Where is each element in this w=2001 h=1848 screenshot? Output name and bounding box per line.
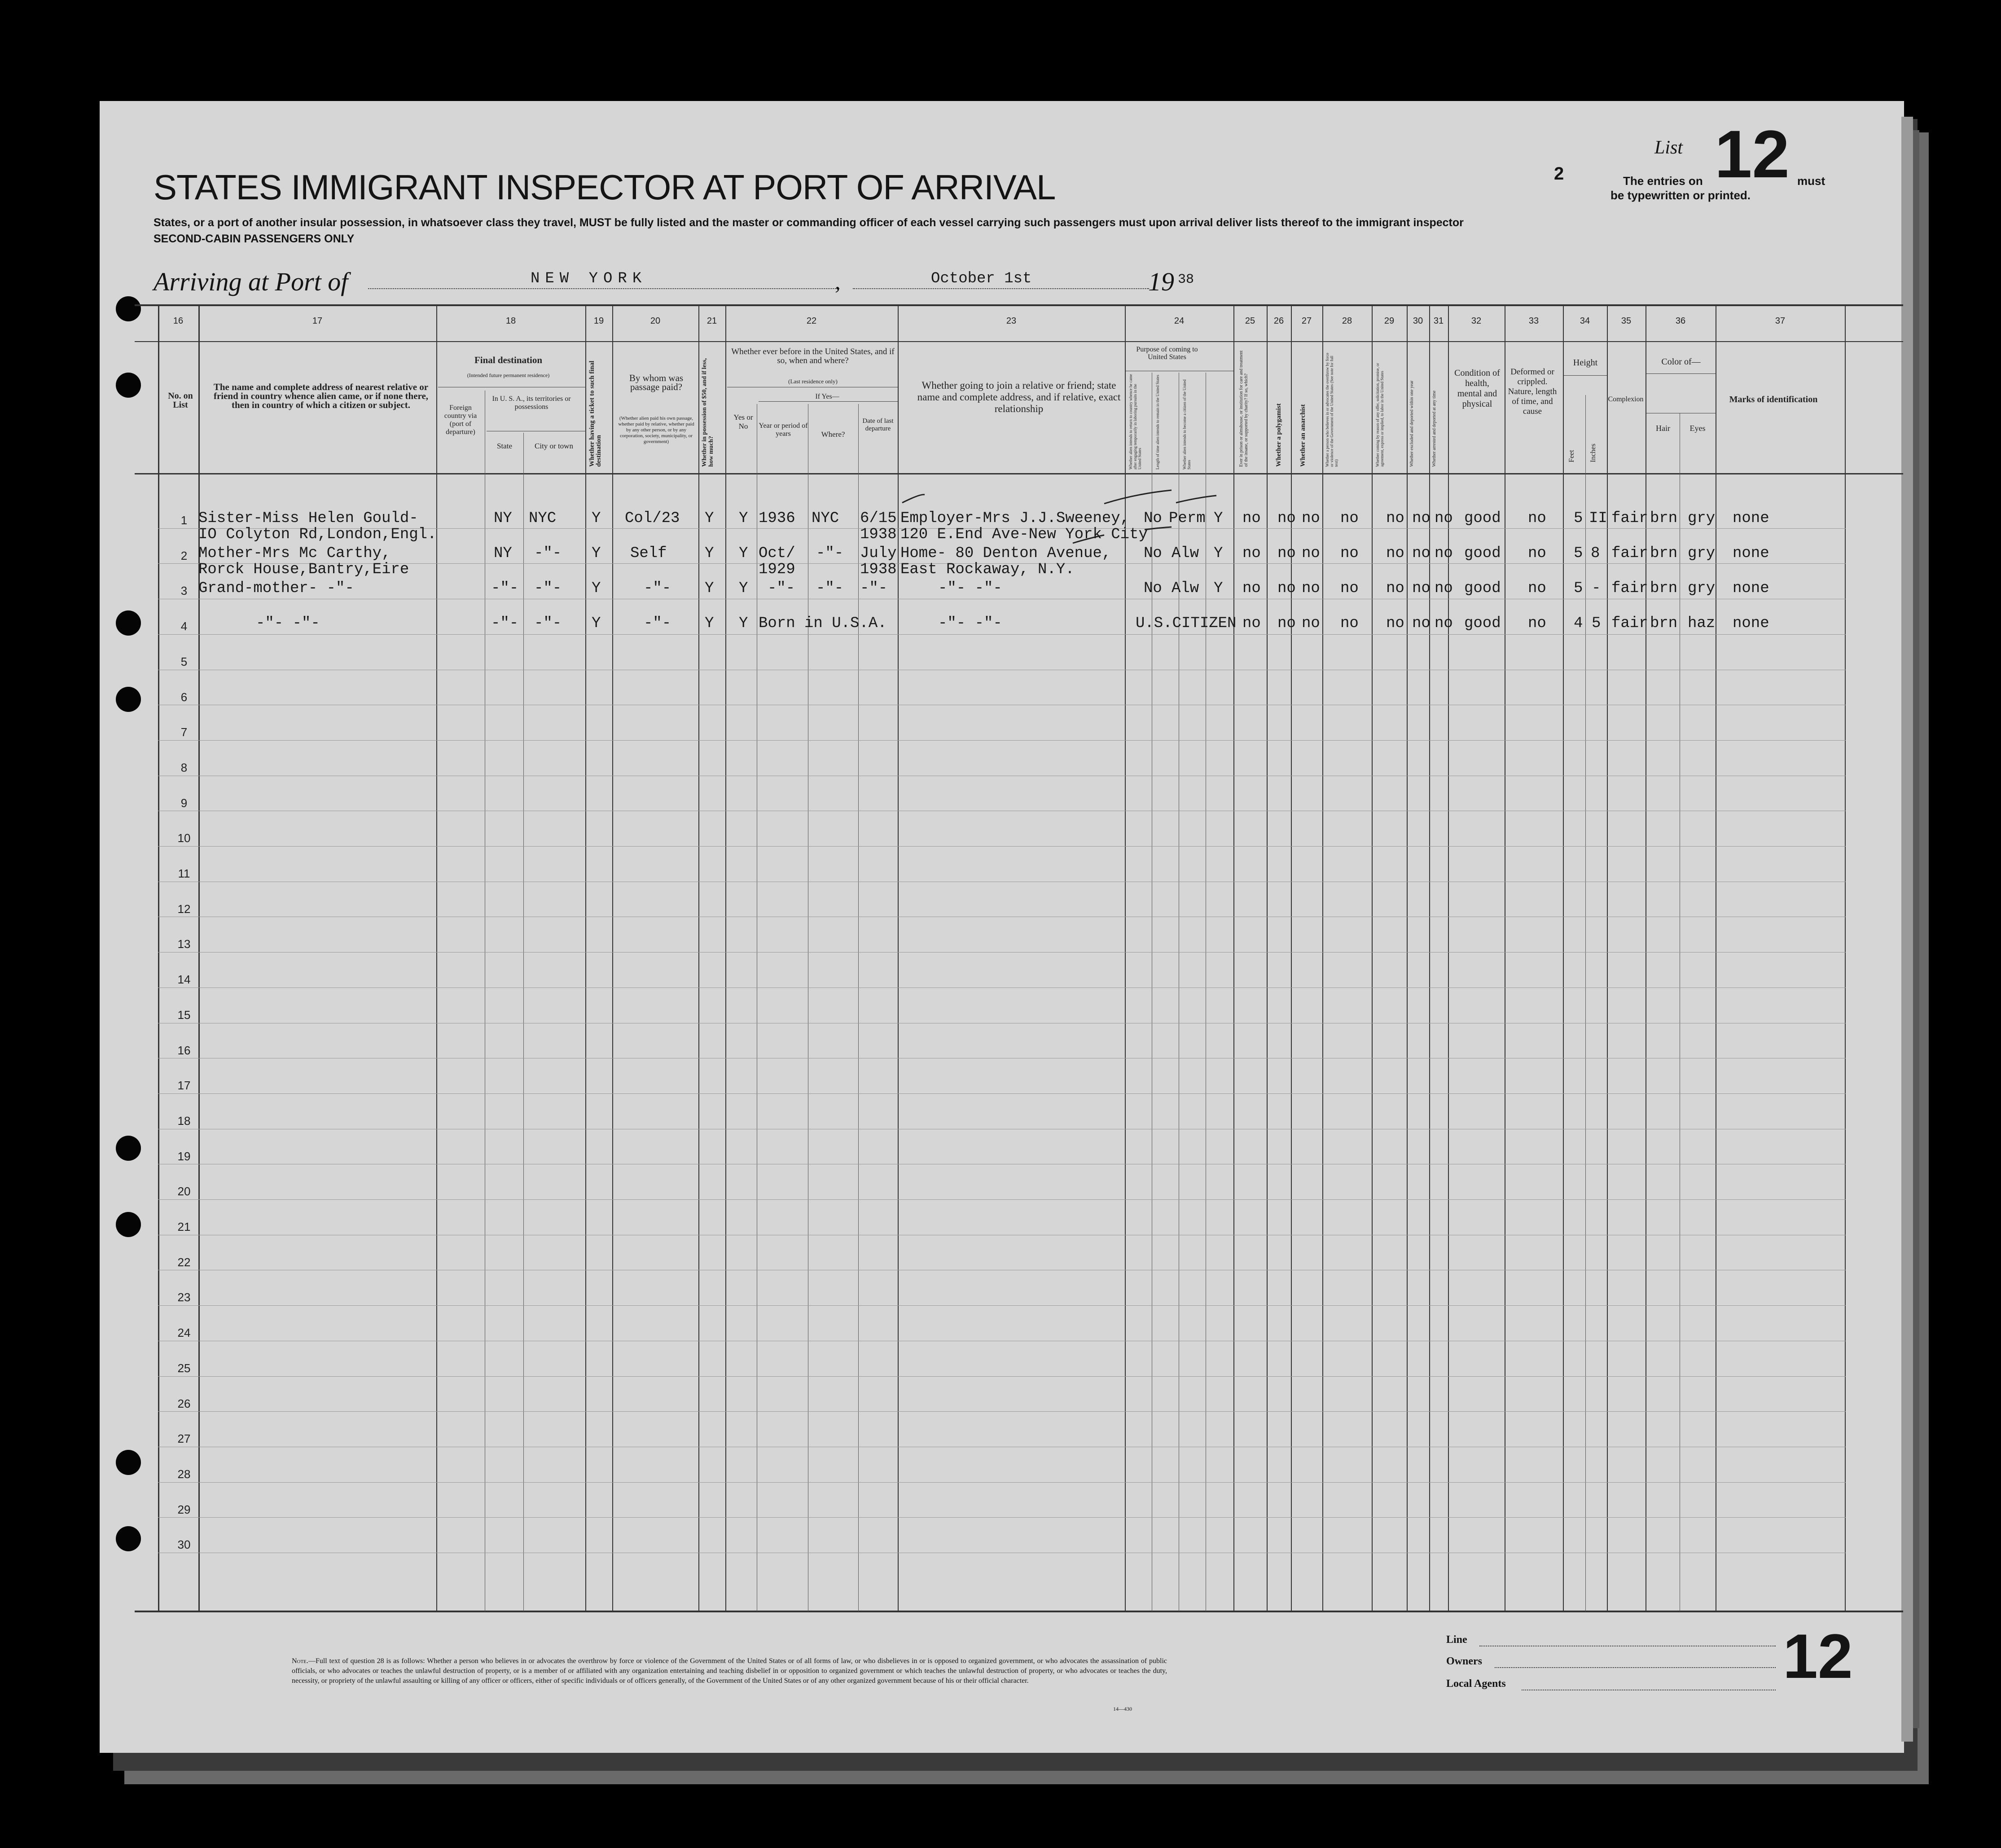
- entry-1-where: NYC: [812, 510, 839, 527]
- entry-2-c26: no: [1277, 545, 1296, 562]
- entry-4-c29: no: [1386, 615, 1404, 632]
- row-number: 15: [177, 1008, 191, 1022]
- port-value: NEW YORK: [531, 270, 647, 287]
- row-number: 22: [177, 1255, 191, 1269]
- entry-4-born: Born in U.S.A.: [759, 615, 887, 632]
- column-rule: [1267, 305, 1268, 1611]
- sub-column-rule: [1585, 395, 1586, 1611]
- row-number: 1: [180, 514, 188, 527]
- entry-1-c28: no: [1340, 510, 1359, 527]
- form-class: SECOND-CABIN PASSENGERS ONLY: [154, 233, 355, 245]
- footer-note: [292, 1656, 1167, 1686]
- row-number: 5: [180, 654, 188, 668]
- header-if-yes: If Yes—: [815, 393, 839, 400]
- header-purpose-b: Length of time alien intends to remain in the United States: [1155, 375, 1160, 470]
- entry-2-deformed: no: [1528, 545, 1546, 562]
- column-number: 23: [1006, 316, 1017, 326]
- entry-3-join-line1: -"- -"-: [938, 580, 1002, 597]
- year-suffix: 38: [1178, 272, 1194, 287]
- header-sub-rule: [759, 401, 898, 402]
- sub-column-rule: [523, 433, 524, 1611]
- entry-2-c29: no: [1386, 545, 1404, 562]
- header-year: Year or period of years: [759, 422, 808, 438]
- list-number: 12: [1715, 116, 1790, 192]
- header-sub-rule: [1646, 373, 1716, 374]
- column-number: 24: [1174, 316, 1185, 326]
- sub-column-rule: [858, 404, 859, 1611]
- entry-4-c27: no: [1302, 615, 1320, 632]
- row-number: 30: [177, 1538, 191, 1552]
- row-rule: [158, 952, 1846, 953]
- column-number: 33: [1528, 316, 1539, 326]
- column-number: 32: [1471, 316, 1482, 326]
- row-number: 24: [177, 1326, 191, 1340]
- entry-3-inches: -: [1592, 580, 1601, 597]
- column-number: 18: [505, 316, 516, 326]
- punch-hole: [116, 1212, 141, 1237]
- entry-2-relative-line1: Mother-Mrs Mc Carthy,: [198, 545, 391, 562]
- row-number: 10: [177, 831, 191, 845]
- entry-1-c25: no: [1242, 510, 1261, 527]
- entry-3-complexion: fair: [1611, 580, 1648, 597]
- header-feet: Feet: [1568, 450, 1575, 462]
- manifest-page: [100, 101, 1904, 1753]
- punch-hole: [116, 296, 141, 321]
- header-purpose-a: Whether alien intends to return to country whence he came after engaging temporarily in laboring pursuits in the United States: [1128, 374, 1142, 470]
- row-rule: [158, 740, 1846, 741]
- entry-2-purpose-a: No: [1144, 545, 1162, 562]
- row-rule: [158, 634, 1846, 635]
- pencil-marks: [893, 485, 1252, 557]
- header-passage-paid: By whom was passage paid?: [629, 373, 684, 392]
- entry-2-c28: no: [1340, 545, 1359, 562]
- entry-2-money: Y: [705, 545, 714, 562]
- column-number: 34: [1580, 316, 1590, 326]
- entry-4-state: -"-: [491, 615, 519, 632]
- entry-1-purpose-c: Y: [1214, 510, 1223, 527]
- entry-1-money: Y: [705, 510, 714, 527]
- column-number: 27: [1301, 316, 1312, 326]
- entry-2-purpose-b: Alw: [1172, 545, 1199, 562]
- entry-2-paid-by: Self: [630, 545, 667, 562]
- footer-note-text: —Full text of question 28 is as follows: Whether a person who believes in or advocates the overthrow by force or violence of the Government of the United States or of all forms of law, or who disbelieves in or is opposed to organized government, or who advocates the assassination of public officials, or who advocates or teaches the unlawful destruction of property, or is a member of or affiliated with any organization entertaining and teaching disbelief in or opposition to organized government or which teaches the unlawful destruction of property, or who advocates or teaches the duty, necessity, or propriety of the unlawful assaulting or killing of any officer or officers, either of specific individuals or of officers generally, of the Government of the United States or of any other organized government because of his or their official character.: [292, 1657, 1167, 1685]
- column-rule: [1322, 305, 1323, 1611]
- entry-4-c25: no: [1242, 615, 1261, 632]
- column-rule: [1372, 305, 1373, 1611]
- column-number: 20: [650, 316, 661, 326]
- form-title: STATES IMMIGRANT INSPECTOR AT PORT OF ARRIVAL: [154, 167, 1056, 207]
- column-number: 22: [806, 316, 817, 326]
- column-number: 37: [1775, 316, 1786, 326]
- entry-1-join-line2: 120 E.End Ave-New York City: [900, 526, 1148, 543]
- table-top-border: [135, 304, 1903, 306]
- entry-1-purpose-a: No: [1144, 510, 1162, 527]
- header-final-destination: Final destination: [474, 355, 543, 365]
- column-rule: [1407, 305, 1408, 1611]
- entry-2-hair: brn: [1650, 545, 1678, 562]
- column-rule: [1429, 305, 1430, 1611]
- column-rule: [198, 305, 200, 1611]
- entry-2-departure: July: [860, 545, 897, 562]
- column-number: 29: [1384, 316, 1395, 326]
- entry-2-feet: 5: [1574, 545, 1583, 562]
- row-number: 29: [177, 1502, 191, 1516]
- port-underline: [368, 288, 839, 289]
- column-rule: [585, 305, 586, 1611]
- row-number: 19: [177, 1149, 191, 1163]
- entry-3-before: Y: [739, 580, 748, 597]
- entry-1-c27: no: [1302, 510, 1320, 527]
- entry-2-relative-line2: Rorck House,Bantry,Eire: [198, 561, 409, 578]
- row-rule: [158, 1376, 1846, 1377]
- header-city: City or town: [535, 442, 573, 450]
- row-rule: [158, 1093, 1846, 1094]
- footer-note-label: Note.: [292, 1657, 308, 1665]
- header-prison: Ever in prison or almshouse, or institution for care and treatment of the insane, or supported by charity? If so, which?: [1239, 350, 1249, 467]
- column-number: 16: [173, 316, 184, 326]
- entry-4-deformed: no: [1528, 615, 1546, 632]
- entry-2-year-2: 1929: [759, 561, 795, 578]
- entry-2-where: -"-: [816, 545, 844, 562]
- entry-1-inches: II: [1589, 510, 1607, 527]
- entry-3-where: -"-: [816, 580, 844, 597]
- entry-1-complexion: fair: [1611, 510, 1648, 527]
- list-label: List: [1654, 137, 1683, 158]
- row-rule: [158, 1482, 1846, 1483]
- entry-2-c30: no: [1412, 545, 1431, 562]
- row-number: 2: [180, 549, 188, 562]
- header-money: Whether in possession of $50, and if less, how much?: [701, 358, 715, 467]
- entry-2-inches: 8: [1591, 545, 1600, 562]
- entry-1-deformed: no: [1528, 510, 1546, 527]
- entry-3-money: Y: [705, 580, 714, 597]
- entry-1-paid-by: Col/23: [625, 510, 680, 527]
- entry-1-join-line1: Employer-Mrs J.J.Sweeney,: [900, 510, 1130, 527]
- punch-hole: [116, 610, 141, 636]
- entry-4-c26: no: [1277, 615, 1296, 632]
- entry-3-city: -"-: [534, 580, 562, 597]
- header-sub-rule: [1564, 375, 1607, 376]
- entry-3-state: -"-: [491, 580, 519, 597]
- entry-3-c25: no: [1242, 580, 1261, 597]
- entry-2-purpose-c: Y: [1214, 545, 1223, 562]
- entry-1-relative-line2: IO Colyton Rd,London,Engl.: [198, 526, 437, 543]
- row-number: 8: [180, 760, 188, 774]
- header-where: Where?: [821, 430, 845, 439]
- column-number: 21: [706, 316, 717, 326]
- entry-1-departure: 6/15: [860, 510, 897, 527]
- row-rule: [158, 1305, 1846, 1306]
- arriving-label: Arriving at Port of: [154, 267, 348, 296]
- entry-4-c28: no: [1340, 615, 1359, 632]
- column-rule: [158, 305, 159, 1611]
- row-number: 9: [180, 796, 188, 810]
- punch-hole: [116, 373, 141, 398]
- entry-2-join-line1: Home- 80 Denton Avenue,: [900, 545, 1111, 562]
- entry-4-inches: 5: [1592, 615, 1601, 632]
- header-no-on-list: No. on List: [168, 391, 193, 410]
- entry-3-eyes: gry: [1688, 580, 1716, 597]
- header-hair: Hair: [1656, 424, 1670, 433]
- entry-1-c26: no: [1277, 510, 1296, 527]
- entry-1-departure-year: 1938: [860, 526, 897, 543]
- entry-3-year: -"-: [768, 580, 795, 597]
- entry-3-relative-line1: Grand-mother- -"-: [198, 580, 354, 597]
- date-value: October 1st: [931, 270, 1032, 287]
- entry-3-c27: no: [1302, 580, 1320, 597]
- entry-1-c30: no: [1412, 510, 1431, 527]
- header-ticket: Whether having a ticket to such final destination: [588, 360, 602, 467]
- entry-4-eyes: haz: [1688, 615, 1716, 632]
- entry-4-c31: no: [1435, 615, 1453, 632]
- entry-2-marks: none: [1733, 545, 1769, 562]
- header-final-destination-sub: (Intended future permanent residence): [467, 372, 550, 378]
- row-rule: [158, 1517, 1846, 1518]
- entry-4-ticket: Y: [592, 615, 601, 632]
- entry-3-c28: no: [1340, 580, 1359, 597]
- punch-hole: [116, 687, 141, 712]
- header-inches: Inches: [1589, 443, 1597, 462]
- header-yes-no: Yes or No: [733, 413, 753, 430]
- entry-4-city: -"-: [534, 615, 562, 632]
- local-agents-label: Local Agents: [1446, 1678, 1506, 1690]
- entry-3-marks: none: [1733, 580, 1769, 597]
- row-number: 3: [180, 584, 188, 598]
- row-number: 18: [177, 1114, 191, 1128]
- page-edge-shadow: [1913, 130, 1919, 1728]
- entry-3-c30: no: [1412, 580, 1431, 597]
- entry-1-ticket: Y: [592, 510, 601, 527]
- entry-4-hair: brn: [1650, 615, 1678, 632]
- entries-note-c: be typewritten or printed.: [1610, 189, 1751, 202]
- entry-2-before: Y: [739, 545, 748, 562]
- punch-hole: [116, 1136, 141, 1161]
- column-number: 31: [1433, 316, 1444, 326]
- column-rule: [1448, 305, 1449, 1611]
- column-rule: [436, 305, 437, 1611]
- entry-1-health: good: [1464, 510, 1501, 527]
- header-purpose: Purpose of coming to United States: [1136, 346, 1198, 361]
- entry-4-marks: none: [1733, 615, 1769, 632]
- entry-2-state: NY: [494, 545, 512, 562]
- row-number: 20: [177, 1185, 191, 1198]
- entry-1-purpose-b: Perm: [1169, 510, 1206, 527]
- header-state: State: [497, 442, 512, 450]
- entry-2-eyes: gry: [1688, 545, 1716, 562]
- entry-1-city: NYC: [529, 510, 557, 527]
- table-number-row-border: [135, 341, 1903, 342]
- punch-hole: [116, 1450, 141, 1475]
- column-number: 36: [1675, 316, 1686, 326]
- entry-2-year: Oct/: [759, 545, 795, 562]
- header-health: Condition of health, mental and physical: [1454, 368, 1500, 409]
- entry-2-join-line2: East Rockaway, N.Y.: [900, 561, 1075, 578]
- entry-1-state: NY: [494, 510, 512, 527]
- row-number: 23: [177, 1291, 191, 1304]
- entry-4-purpose: U.S.CITIZEN: [1136, 615, 1237, 632]
- header-foreign-country: Foreign country via (port of departure): [444, 404, 477, 436]
- header-complexion: Complexion: [1608, 395, 1644, 403]
- column-number: 30: [1413, 316, 1423, 326]
- column-rule: [698, 305, 699, 1611]
- column-number: 26: [1273, 316, 1284, 326]
- header-in-usa: In U. S. A., its territories or possessions: [492, 395, 571, 411]
- header-relative: The name and complete address of nearest relative or friend in country whence alien came, or if none there, then in country of which a citizen or subject.: [213, 382, 429, 410]
- year-prefix: 19: [1148, 267, 1174, 296]
- column-rule: [1563, 305, 1564, 1611]
- form-instructions: States, or a port of another insular possession, in whatsoever class they travel, MUST be fully listed and the master or commanding officer of each vessel carrying such passengers must upon arrival deliver lists thereof to the immigrant inspector: [154, 216, 1464, 229]
- row-number: 25: [177, 1361, 191, 1375]
- row-rule: [158, 1199, 1846, 1200]
- row-number: 6: [180, 690, 188, 704]
- entry-2-c25: no: [1242, 545, 1261, 562]
- header-overthrow: Whether a person who believes in or advocates the overthrow by force or violence of the Government of the United States (See note for full text): [1325, 352, 1338, 467]
- column-rule: [1607, 305, 1608, 1611]
- punch-hole: [116, 1526, 141, 1551]
- header-color-of: Color of—: [1661, 357, 1701, 367]
- entry-3-purpose-a: No: [1144, 580, 1162, 597]
- entry-1-c29: no: [1386, 510, 1404, 527]
- column-rule: [612, 305, 613, 1611]
- column-rule: [1845, 305, 1846, 1611]
- entry-1-relative-line1: Sister-Miss Helen Gould-: [198, 510, 418, 527]
- row-number: 4: [180, 619, 188, 633]
- entry-3-c31: no: [1435, 580, 1453, 597]
- header-join-relative: Whether going to join a relative or friend; state name and complete address, and if relative, exact relationship: [917, 380, 1121, 414]
- owners-label: Owners: [1446, 1655, 1482, 1667]
- entry-1-eyes: gry: [1688, 510, 1716, 527]
- row-number: 7: [180, 725, 188, 739]
- page-edge: [1901, 117, 1913, 1742]
- entry-2-ticket: Y: [592, 545, 601, 562]
- entry-2-complexion: fair: [1611, 545, 1648, 562]
- column-number: 25: [1245, 316, 1255, 326]
- entry-4-paid-by: -"-: [644, 615, 671, 632]
- entry-3-c26: no: [1277, 580, 1296, 597]
- entry-1-c31: no: [1435, 510, 1453, 527]
- entry-4-join-line1: -"- -"-: [938, 615, 1002, 632]
- entry-2-departure-year: 1938: [860, 561, 897, 578]
- column-number: 19: [593, 316, 604, 326]
- header-deformed: Deformed or crippled. Nature, length of time, and cause: [1508, 367, 1557, 416]
- header-anarchist: Whether an anarchist: [1299, 404, 1307, 467]
- entry-3-ticket: Y: [592, 580, 601, 597]
- header-deported: Whether arrested and deported at any time: [1432, 391, 1437, 467]
- entry-4-relative-line1: -"- -"-: [256, 615, 320, 632]
- entry-3-purpose-b: Alw: [1172, 580, 1199, 597]
- row-rule: [158, 1411, 1846, 1412]
- entries-note-b: must: [1797, 174, 1825, 188]
- column-number: 35: [1621, 316, 1632, 326]
- column-number: 28: [1342, 316, 1352, 326]
- row-number: 17: [177, 1079, 191, 1093]
- entry-2-city: -"-: [534, 545, 562, 562]
- comma: ,: [835, 269, 841, 294]
- entry-3-departure: -"-: [860, 580, 888, 597]
- row-number: 21: [177, 1220, 191, 1233]
- column-number: 17: [312, 316, 323, 326]
- row-number: 11: [178, 867, 190, 880]
- entry-1-before: Y: [739, 510, 748, 527]
- row-number: 16: [177, 1043, 191, 1057]
- entry-3-paid-by: -"-: [644, 580, 671, 597]
- header-marks: Marks of identification: [1729, 395, 1818, 404]
- header-passage-paid-sub: (Whether alien paid his own passage, whether paid by relative, whether paid by any other person, or by any corporation, society, municipality, or government): [618, 416, 694, 444]
- entry-2-c31: no: [1435, 545, 1453, 562]
- row-rule: [158, 846, 1846, 847]
- entry-3-deformed: no: [1528, 580, 1546, 597]
- column-rule: [1291, 305, 1292, 1611]
- footer-list-number: 12: [1783, 1621, 1853, 1691]
- entry-3-feet: 5: [1574, 580, 1583, 597]
- entry-3-c29: no: [1386, 580, 1404, 597]
- line-label: Line: [1446, 1634, 1467, 1646]
- header-eyes: Eyes: [1689, 424, 1706, 433]
- row-number: 28: [177, 1467, 191, 1481]
- entry-1-hair: brn: [1650, 510, 1678, 527]
- row-number: 13: [177, 937, 191, 951]
- table-bottom-border: [135, 1611, 1903, 1612]
- column-rule: [725, 305, 726, 1611]
- entry-4-before: Y: [739, 615, 748, 632]
- entry-4-feet: 4: [1574, 615, 1583, 632]
- row-number: 12: [177, 902, 191, 916]
- header-before-in-us: Whether ever before in the United States, and if so, when and where?: [731, 347, 895, 365]
- header-excluded: Whether excluded and deported within one year: [1409, 380, 1414, 467]
- table-header-border: [135, 473, 1903, 474]
- header-purpose-c: Whether alien intends to become a citizen of the United States: [1182, 379, 1191, 470]
- row-number: 26: [177, 1396, 191, 1410]
- form-number: 14—430: [1113, 1706, 1132, 1712]
- header-departure: Date of last departure: [862, 417, 894, 432]
- header-before-sub: (Last residence only): [788, 378, 838, 385]
- row-number: 14: [177, 973, 191, 987]
- entry-4-complexion: fair: [1611, 615, 1648, 632]
- entry-1-feet: 5: [1574, 510, 1583, 527]
- entry-1-year: 1936: [759, 510, 795, 527]
- entry-2-health: good: [1464, 545, 1501, 562]
- entry-3-hair: brn: [1650, 580, 1678, 597]
- date-underline: [853, 288, 1149, 289]
- entry-3-purpose-c: Y: [1214, 580, 1223, 597]
- entry-2-c27: no: [1302, 545, 1320, 562]
- entry-1-marks: none: [1733, 510, 1769, 527]
- header-height: Height: [1573, 358, 1598, 368]
- header-labor-offer: Whether coming by reason of any offer, solicitation, promise, or agreement, express or implied, to labor in the United States: [1375, 363, 1384, 467]
- row-number: 27: [177, 1432, 191, 1446]
- owners-underline: [1495, 1667, 1776, 1668]
- entry-4-health: good: [1464, 615, 1501, 632]
- entry-4-c30: no: [1412, 615, 1431, 632]
- entry-4-money: Y: [705, 615, 714, 632]
- header-polygamist: Whether a polygamist: [1275, 403, 1282, 467]
- page-marker: 2: [1554, 164, 1564, 184]
- entry-3-health: good: [1464, 580, 1501, 597]
- entries-note-a: The entries on: [1623, 174, 1703, 188]
